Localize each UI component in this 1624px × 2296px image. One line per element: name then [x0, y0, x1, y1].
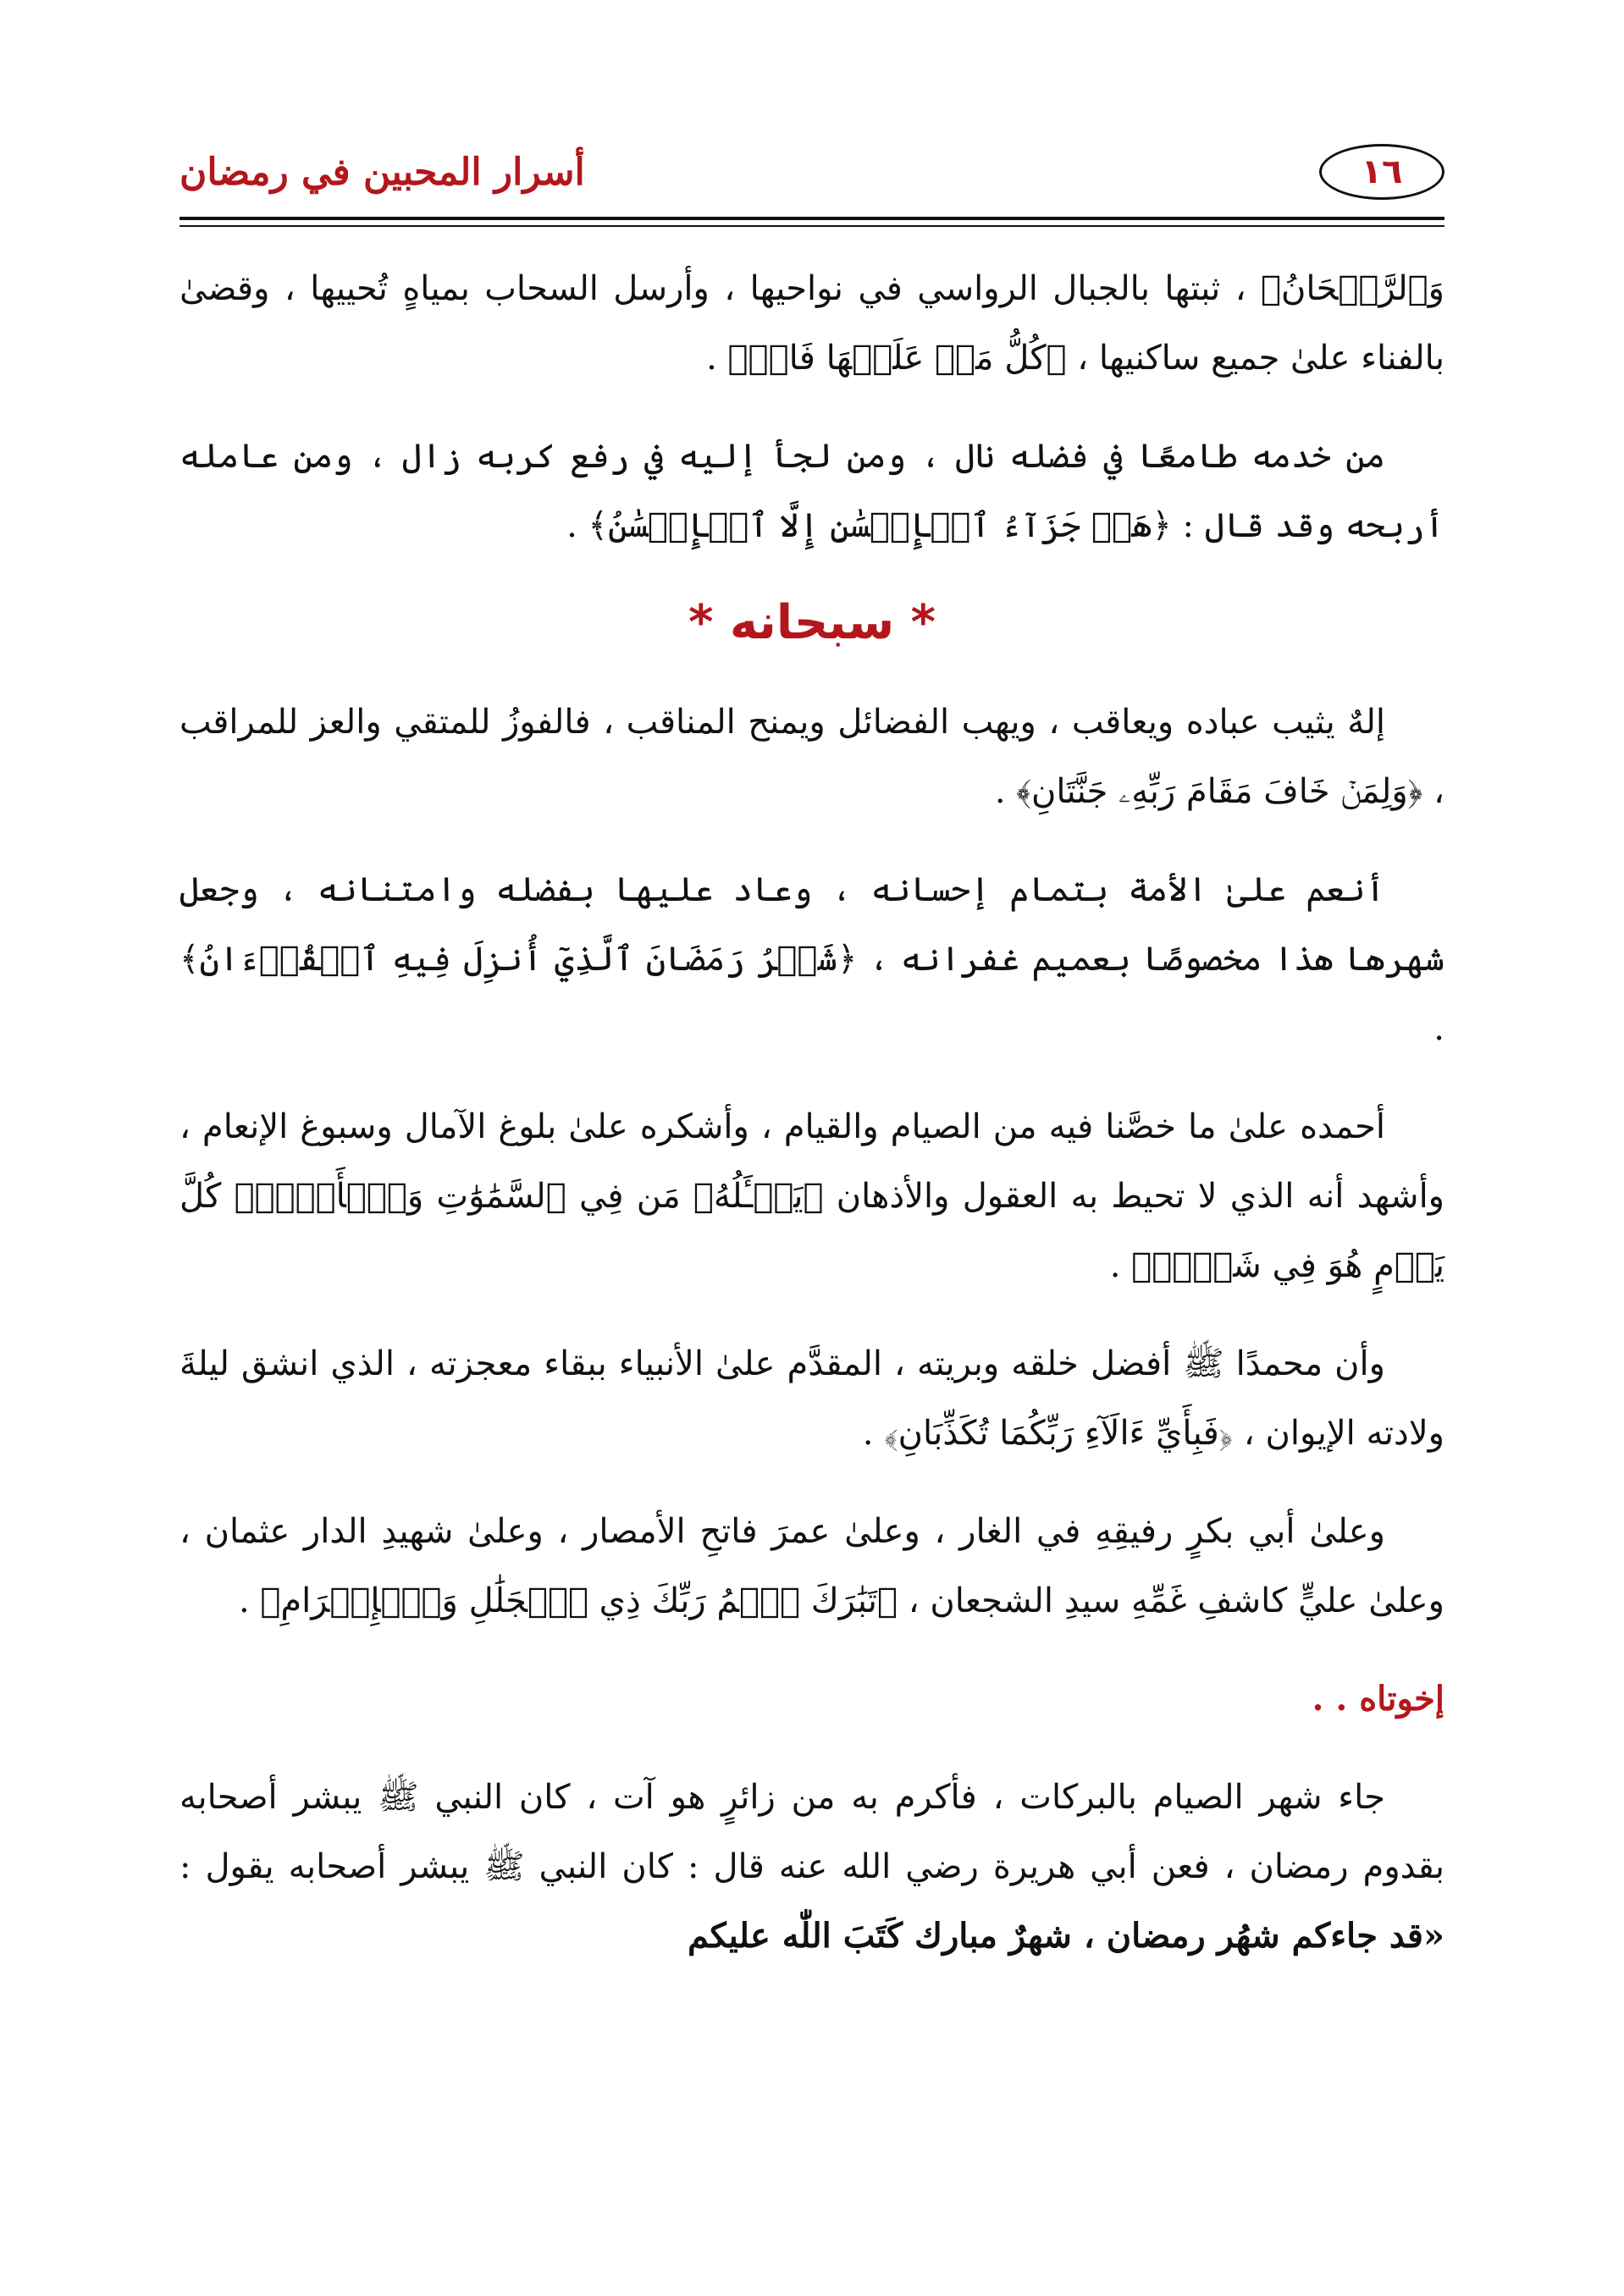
hadith-quote: «قد جاءكم شهُر رمضان ، شهرٌ مبارك كَتَبَ اللّٰه عليكم: [687, 1916, 1444, 1956]
paragraph-1: وَٱلرَّيۡحَانُ﴾ ، ثبتها بالجبال الرواسي في نواحيها ، وأرسل السحاب بمياهٍ تُحييها ، وقضىٰ بالفناء علىٰ جميع ساكنيها ، ﴿كُلُّ مَنۡ عَلَيۡهَا فَانٖ﴾ .: [180, 269, 1444, 378]
page-body: [180, 254, 1444, 2000]
page-number: ١٦: [1361, 152, 1403, 191]
paragraph-4: أنعم علىٰ الأمة بتمام إحسانه ، وعاد عليها بفضله وامتنانه ، وجعل شهرها هذا مخصوصًا بعميم غفرانه ، ﴿شَهۡرُ رَمَضَانَ ٱلَّذِيٓ أُنزِلَ فِيهِ ٱلۡقُرۡءَانُ﴾ .: [180, 870, 1444, 1048]
paragraph-6: وأن محمدًا ﷺ أفضل خلقه وبريته ، المقدَّم علىٰ الأنبياء ببقاء معجزته ، الذي انشق ليلةَ ولادته الإيوان ، ﴿فَبِأَيِّ ءَالَآءِ رَبِّكُمَا تُكَذِّبَانِ﴾ .: [180, 1344, 1444, 1453]
section-heading: * سبحانه *: [688, 595, 936, 650]
paragraph-2: من خدمه طامعًا في فضله نال ، ومن لجأ إليه في رفع كربه زال ، ومن عامله أربحه وقد قال : ﴿هَلۡ جَزَآءُ ٱلۡإِحۡسَٰنِ إِلَّا ٱلۡإِحۡسَٰنُ﴾ .: [180, 437, 1444, 545]
paragraph-7: وعلىٰ أبي بكرٍ رفيقِهِ في الغار ، وعلىٰ عمرَ فاتحِ الأمصار ، وعلىٰ شهيدِ الدار عثمان ، وعلىٰ عليٍّ كاشفِ غَمِّهِ سيدِ الشجعان ، ﴿تَبَٰرَكَ ٱسۡمُ رَبِّكَ ذِي ٱلۡجَلَٰلِ وَٱلۡإِكۡرَامِ﴾ .: [180, 1512, 1444, 1620]
paragraph-5: أحمده علىٰ ما خصَّنا فيه من الصيام والقيام ، وأشكره علىٰ بلوغ الآمال وسبوغ الإنعام ، وأشهد أنه الذي لا تحيط به العقول والأذهان ﴿يَسۡـَٔلُهُۥ مَن فِي ٱلسَّمَٰوَٰتِ وَٱلۡأَرۡضِۚ كُلَّ يَوۡمٍ هُوَ فِي شَأۡنٖ﴾ .: [180, 1107, 1444, 1285]
page-header: [180, 144, 1444, 212]
running-title: أسرار المحبين في رمضان: [180, 151, 585, 194]
page-number-oval: [1319, 144, 1444, 200]
section-label: إخوتاه . .: [1312, 1679, 1444, 1719]
paragraph-8-text: جاء شهر الصيام بالبركات ، فأكرم به من زائرٍ هو آت ، كان النبي ﷺ يبشر أصحابه بقدوم رمضان ، فعن أبي هريرة رضي الله عنه قال : كان النبي ﷺ يبشر أصحابه يقول :: [180, 1778, 1445, 1886]
header-rule-thick: [180, 217, 1444, 220]
header-rule-thin: [180, 225, 1444, 227]
paragraph-8: [180, 1763, 1444, 1971]
paragraph-3: إلهٌ يثيب عباده ويعاقب ، ويهب الفضائل ويمنح المناقب ، فالفوزُ للمتقي والعز للمراقب ، ﴿وَلِمَنۡ خَافَ مَقَامَ رَبِّهِۦ جَنَّتَانِ﴾ .: [180, 703, 1444, 811]
